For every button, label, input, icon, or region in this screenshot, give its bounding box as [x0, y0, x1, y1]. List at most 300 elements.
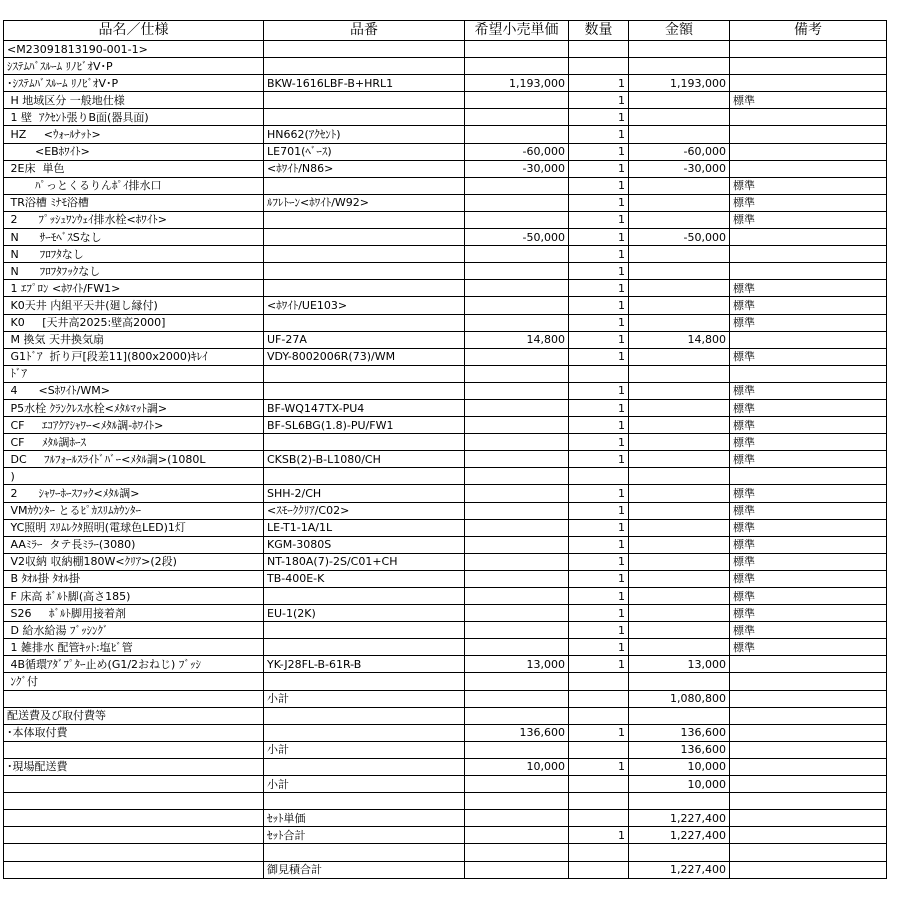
- cell-amount: [629, 297, 730, 314]
- cell-note: [730, 673, 887, 690]
- cell-price: -60,000: [465, 143, 569, 160]
- cell-amount: [629, 434, 730, 451]
- table-row: [4, 417, 887, 434]
- cell-name: [4, 844, 264, 861]
- cell-part: [264, 382, 465, 399]
- table-row: [4, 810, 887, 827]
- cell-price: [465, 382, 569, 399]
- cell-part: 小計: [264, 776, 465, 793]
- cell-price: [465, 92, 569, 109]
- cell-name: N ﾌﾛﾌﾀなし: [4, 246, 264, 263]
- cell-name: ﾊﾟっとくるりんﾎﾟｲ排水口: [4, 177, 264, 194]
- table-row: [4, 536, 887, 553]
- cell-name: DC ﾌﾙﾌｫｰﾙｽﾗｲﾄﾞﾊﾞｰ<ﾒﾀﾙ調>(1080L: [4, 451, 264, 468]
- cell-price: [465, 263, 569, 280]
- cell-amount: [629, 365, 730, 382]
- cell-qty: 1: [569, 297, 629, 314]
- cell-name: F 床高 ﾎﾞﾙﾄ脚(高さ185): [4, 588, 264, 605]
- cell-qty: [569, 673, 629, 690]
- cell-amount: 1,227,400: [629, 827, 730, 844]
- cell-note: [730, 810, 887, 827]
- table-row: [4, 194, 887, 211]
- cell-part: <ｽﾓｰｸｸﾘｱ/C02>: [264, 502, 465, 519]
- cell-price: [465, 605, 569, 622]
- cell-price: [465, 451, 569, 468]
- cell-part: UF-27A: [264, 331, 465, 348]
- cell-part: TB-400E-K: [264, 570, 465, 587]
- cell-name: <EBﾎﾜｲﾄ>: [4, 143, 264, 160]
- cell-note: 標準: [730, 92, 887, 109]
- cell-note: 標準: [730, 399, 887, 416]
- table-row: [4, 793, 887, 810]
- cell-name: VMｶｳﾝﾀｰ とるﾋﾟｶｽﾘﾑｶｳﾝﾀｰ: [4, 502, 264, 519]
- cell-name: K0 [天井高2025:壁高2000]: [4, 314, 264, 331]
- table-row: [4, 399, 887, 416]
- cell-amount: -60,000: [629, 143, 730, 160]
- table-row: [4, 741, 887, 758]
- cell-part: YK-J28FL-B-61R-B: [264, 656, 465, 673]
- cell-note: [730, 229, 887, 246]
- cell-qty: 1: [569, 553, 629, 570]
- cell-amount: [629, 519, 730, 536]
- cell-qty: 1: [569, 434, 629, 451]
- cell-part: [264, 58, 465, 75]
- cell-name: [4, 810, 264, 827]
- cell-price: [465, 126, 569, 143]
- cell-price: [465, 194, 569, 211]
- cell-qty: 1: [569, 758, 629, 775]
- cell-qty: 1: [569, 588, 629, 605]
- cell-part: [264, 793, 465, 810]
- cell-part: BF-WQ147TX-PU4: [264, 399, 465, 416]
- cell-note: [730, 331, 887, 348]
- cell-amount: [629, 468, 730, 485]
- table-row: [4, 758, 887, 775]
- cell-name: 配送費及び取付費等: [4, 707, 264, 724]
- cell-part: 小計: [264, 690, 465, 707]
- cell-amount: [629, 109, 730, 126]
- cell-price: [465, 280, 569, 297]
- cell-qty: [569, 861, 629, 878]
- cell-price: [465, 827, 569, 844]
- cell-amount: [629, 58, 730, 75]
- cell-amount: [629, 588, 730, 605]
- cell-amount: [629, 246, 730, 263]
- cell-amount: [629, 553, 730, 570]
- cell-note: [730, 143, 887, 160]
- cell-name: 2 ｼｬﾜｰﾎｰｽﾌｯｸ<ﾒﾀﾙ調>: [4, 485, 264, 502]
- cell-note: [730, 758, 887, 775]
- cell-name: M 換気 天井換気扇: [4, 331, 264, 348]
- cell-price: [465, 502, 569, 519]
- cell-part: [264, 468, 465, 485]
- cell-part: [264, 314, 465, 331]
- cell-qty: 1: [569, 280, 629, 297]
- table-row: [4, 229, 887, 246]
- cell-amount: [629, 793, 730, 810]
- cell-part: [264, 109, 465, 126]
- cell-part: SHH-2/CH: [264, 485, 465, 502]
- cell-note: 標準: [730, 451, 887, 468]
- cell-price: [465, 365, 569, 382]
- header-qty: 数量: [569, 21, 629, 41]
- cell-price: [465, 348, 569, 365]
- cell-name: ): [4, 468, 264, 485]
- cell-note: [730, 861, 887, 878]
- cell-price: [465, 861, 569, 878]
- table-row: [4, 690, 887, 707]
- cell-amount: [629, 451, 730, 468]
- cell-qty: 1: [569, 656, 629, 673]
- cell-part: HN662(ｱｸｾﾝﾄ): [264, 126, 465, 143]
- cell-name: G1ﾄﾞｱ 折り戸[段差11](800x2000)ｷﾚｲ: [4, 348, 264, 365]
- cell-note: [730, 827, 887, 844]
- cell-note: [730, 58, 887, 75]
- table-row: [4, 314, 887, 331]
- cell-price: [465, 588, 569, 605]
- cell-price: [465, 553, 569, 570]
- cell-name: B ﾀｵﾙ掛 ﾀｵﾙ掛: [4, 570, 264, 587]
- cell-note: 標準: [730, 280, 887, 297]
- cell-name: K0天井 内組平天井(廻し縁付): [4, 297, 264, 314]
- cell-note: [730, 741, 887, 758]
- cell-name: TR浴槽 ﾐﾅﾓ浴槽: [4, 194, 264, 211]
- cell-amount: [629, 399, 730, 416]
- cell-note: 標準: [730, 570, 887, 587]
- cell-qty: 1: [569, 263, 629, 280]
- cell-qty: 1: [569, 348, 629, 365]
- cell-name: [4, 690, 264, 707]
- cell-part: [264, 263, 465, 280]
- cell-part: [264, 229, 465, 246]
- cell-price: [465, 41, 569, 58]
- cell-price: [465, 211, 569, 228]
- cell-price: 13,000: [465, 656, 569, 673]
- table-row: [4, 246, 887, 263]
- cell-qty: 1: [569, 314, 629, 331]
- cell-qty: [569, 793, 629, 810]
- cell-qty: 1: [569, 502, 629, 519]
- cell-qty: 1: [569, 485, 629, 502]
- cell-name: 1 ｴﾌﾟﾛﾝ <ﾎﾜｲﾄ/FW1>: [4, 280, 264, 297]
- cell-amount: [629, 417, 730, 434]
- cell-part: [264, 588, 465, 605]
- cell-price: 14,800: [465, 331, 569, 348]
- cell-amount: [629, 92, 730, 109]
- cell-qty: 1: [569, 622, 629, 639]
- cell-part: ｾｯﾄ単価: [264, 810, 465, 827]
- cell-note: 標準: [730, 177, 887, 194]
- header-row: [4, 21, 887, 41]
- cell-part: [264, 246, 465, 263]
- cell-price: 1,193,000: [465, 75, 569, 92]
- cell-name: P5水栓 ｸﾗﾝｸﾚｽ水栓<ﾒﾀﾙﾏｯﾄ調>: [4, 399, 264, 416]
- cell-amount: [629, 844, 730, 861]
- cell-name: H 地域区分 一般地仕様: [4, 92, 264, 109]
- table-row: [4, 861, 887, 878]
- cell-amount: [629, 126, 730, 143]
- cell-qty: [569, 41, 629, 58]
- cell-name: ･現場配送費: [4, 758, 264, 775]
- table-row: [4, 211, 887, 228]
- cell-name: CF ﾒﾀﾙ調ﾎｰｽ: [4, 434, 264, 451]
- cell-qty: 1: [569, 331, 629, 348]
- cell-qty: 1: [569, 827, 629, 844]
- table-row: [4, 382, 887, 399]
- cell-qty: 1: [569, 126, 629, 143]
- cell-note: 標準: [730, 639, 887, 656]
- cell-amount: [629, 639, 730, 656]
- cell-part: [264, 639, 465, 656]
- header-price: 希望小売単価: [465, 21, 569, 41]
- cell-price: [465, 434, 569, 451]
- cell-qty: 1: [569, 536, 629, 553]
- cell-part: CKSB(2)-B-L1080/CH: [264, 451, 465, 468]
- cell-name: 1 雑排水 配管ｷｯﾄ:塩ﾋﾞ管: [4, 639, 264, 656]
- cell-amount: [629, 622, 730, 639]
- cell-qty: 1: [569, 143, 629, 160]
- cell-amount: [629, 211, 730, 228]
- cell-note: 標準: [730, 382, 887, 399]
- cell-name: CF ｴｺｱｸｱｼｬﾜｰ<ﾒﾀﾙ調-ﾎﾜｲﾄ>: [4, 417, 264, 434]
- cell-name: HZ <ｳｫｰﾙﾅｯﾄ>: [4, 126, 264, 143]
- cell-amount: [629, 177, 730, 194]
- cell-price: -30,000: [465, 160, 569, 177]
- cell-note: [730, 724, 887, 741]
- cell-price: [465, 844, 569, 861]
- cell-part: [264, 673, 465, 690]
- table-row: [4, 588, 887, 605]
- header-amount: 金額: [629, 21, 730, 41]
- estimate-table: [3, 20, 887, 879]
- cell-note: [730, 365, 887, 382]
- table-row: [4, 41, 887, 58]
- cell-qty: 1: [569, 194, 629, 211]
- table-row: [4, 263, 887, 280]
- cell-qty: 1: [569, 519, 629, 536]
- cell-name: YC照明 ｽﾘﾑﾚｸﾀ照明(電球色LED)1灯: [4, 519, 264, 536]
- cell-amount: [629, 605, 730, 622]
- cell-part: KGM-3080S: [264, 536, 465, 553]
- cell-price: [465, 810, 569, 827]
- cell-amount: -30,000: [629, 160, 730, 177]
- cell-part: [264, 844, 465, 861]
- cell-part: VDY-8002006R(73)/WM: [264, 348, 465, 365]
- cell-part: [264, 434, 465, 451]
- cell-qty: [569, 468, 629, 485]
- cell-amount: 1,227,400: [629, 810, 730, 827]
- cell-price: 136,600: [465, 724, 569, 741]
- table-row: [4, 827, 887, 844]
- table-row: [4, 92, 887, 109]
- cell-note: 標準: [730, 588, 887, 605]
- cell-amount: 136,600: [629, 724, 730, 741]
- cell-note: 標準: [730, 605, 887, 622]
- cell-amount: -50,000: [629, 229, 730, 246]
- table-row: [4, 58, 887, 75]
- table-row: [4, 707, 887, 724]
- cell-amount: [629, 348, 730, 365]
- cell-part: ｾｯﾄ合計: [264, 827, 465, 844]
- cell-qty: 1: [569, 417, 629, 434]
- cell-note: 標準: [730, 417, 887, 434]
- cell-note: [730, 126, 887, 143]
- cell-amount: [629, 707, 730, 724]
- cell-amount: 14,800: [629, 331, 730, 348]
- cell-part: [264, 707, 465, 724]
- table-row: [4, 570, 887, 587]
- cell-name: ﾄﾞｱ: [4, 365, 264, 382]
- cell-note: [730, 160, 887, 177]
- table-row: [4, 280, 887, 297]
- cell-note: 標準: [730, 348, 887, 365]
- cell-note: 標準: [730, 536, 887, 553]
- cell-amount: 13,000: [629, 656, 730, 673]
- cell-name: ﾝｸﾞ付: [4, 673, 264, 690]
- cell-amount: [629, 485, 730, 502]
- table-row: [4, 160, 887, 177]
- cell-part: <ﾎﾜｲﾄ/N86>: [264, 160, 465, 177]
- cell-note: 標準: [730, 194, 887, 211]
- cell-amount: [629, 194, 730, 211]
- table-row: [4, 553, 887, 570]
- cell-note: [730, 707, 887, 724]
- cell-price: [465, 690, 569, 707]
- cell-amount: [629, 280, 730, 297]
- cell-note: [730, 109, 887, 126]
- cell-amount: 136,600: [629, 741, 730, 758]
- cell-qty: 1: [569, 399, 629, 416]
- cell-part: [264, 365, 465, 382]
- cell-note: 標準: [730, 485, 887, 502]
- table-row: [4, 365, 887, 382]
- cell-amount: [629, 314, 730, 331]
- cell-qty: 1: [569, 605, 629, 622]
- cell-part: LE-T1-1A/1L: [264, 519, 465, 536]
- cell-note: 標準: [730, 502, 887, 519]
- cell-note: 標準: [730, 314, 887, 331]
- cell-part: [264, 211, 465, 228]
- cell-part: EU-1(2K): [264, 605, 465, 622]
- cell-part: [264, 177, 465, 194]
- cell-part: <ﾎﾜｲﾄ/UE103>: [264, 297, 465, 314]
- cell-amount: [629, 570, 730, 587]
- header-name: 品名／仕様: [4, 21, 264, 41]
- cell-price: 10,000: [465, 758, 569, 775]
- cell-name: AAﾐﾗｰ タテ長ﾐﾗｰ(3080): [4, 536, 264, 553]
- cell-note: [730, 75, 887, 92]
- table-row: [4, 673, 887, 690]
- cell-qty: 1: [569, 451, 629, 468]
- cell-price: [465, 519, 569, 536]
- cell-price: -50,000: [465, 229, 569, 246]
- cell-name: ･ｼｽﾃﾑﾊﾞｽﾙｰﾑ ﾘﾉﾋﾞｵV･P: [4, 75, 264, 92]
- table-row: [4, 724, 887, 741]
- cell-name: [4, 741, 264, 758]
- cell-name: 4 <Sﾎﾜｲﾄ/WM>: [4, 382, 264, 399]
- cell-name: S26 ﾎﾞﾙﾄ脚用接着剤: [4, 605, 264, 622]
- table-row: [4, 297, 887, 314]
- table-row: [4, 177, 887, 194]
- cell-qty: 1: [569, 382, 629, 399]
- cell-note: [730, 468, 887, 485]
- cell-name: 2E床 単色: [4, 160, 264, 177]
- cell-amount: 1,227,400: [629, 861, 730, 878]
- cell-price: [465, 468, 569, 485]
- cell-price: [465, 109, 569, 126]
- cell-price: [465, 570, 569, 587]
- cell-amount: 10,000: [629, 758, 730, 775]
- cell-qty: 1: [569, 211, 629, 228]
- cell-qty: [569, 58, 629, 75]
- cell-price: [465, 58, 569, 75]
- cell-price: [465, 314, 569, 331]
- table-row: [4, 348, 887, 365]
- cell-name: <M23091813190-001-1>: [4, 41, 264, 58]
- table-row: [4, 776, 887, 793]
- cell-amount: [629, 502, 730, 519]
- cell-note: 標準: [730, 519, 887, 536]
- table-body: [4, 41, 887, 879]
- table-row: [4, 434, 887, 451]
- table-row: [4, 844, 887, 861]
- cell-note: [730, 656, 887, 673]
- cell-price: [465, 622, 569, 639]
- cell-part: BKW-1616LBF-B+HRL1: [264, 75, 465, 92]
- cell-qty: 1: [569, 570, 629, 587]
- cell-qty: 1: [569, 92, 629, 109]
- cell-part: [264, 724, 465, 741]
- cell-note: [730, 41, 887, 58]
- cell-note: 標準: [730, 622, 887, 639]
- cell-name: N ﾌﾛﾌﾀﾌｯｸなし: [4, 263, 264, 280]
- cell-amount: [629, 673, 730, 690]
- cell-qty: [569, 776, 629, 793]
- cell-note: [730, 844, 887, 861]
- cell-name: V2収納 収納棚180W<ｸﾘｱ>(2段): [4, 553, 264, 570]
- cell-price: [465, 246, 569, 263]
- cell-note: [730, 776, 887, 793]
- table-row: [4, 605, 887, 622]
- cell-note: 標準: [730, 434, 887, 451]
- cell-amount: [629, 263, 730, 280]
- cell-amount: [629, 41, 730, 58]
- cell-note: 標準: [730, 553, 887, 570]
- table-row: [4, 519, 887, 536]
- cell-name: [4, 776, 264, 793]
- table-row: [4, 143, 887, 160]
- cell-price: [465, 793, 569, 810]
- cell-price: [465, 417, 569, 434]
- cell-name: D 給水給湯 ﾌﾞｯｼﾝｸﾞ: [4, 622, 264, 639]
- cell-part: [264, 280, 465, 297]
- cell-qty: 1: [569, 75, 629, 92]
- cell-qty: [569, 707, 629, 724]
- cell-price: [465, 673, 569, 690]
- cell-qty: [569, 844, 629, 861]
- cell-part: LE701(ﾍﾞｰｽ): [264, 143, 465, 160]
- cell-name: 4B循環ｱﾀﾞﾌﾟﾀｰ止め(G1/2おねじ) ﾌﾞｯｼ: [4, 656, 264, 673]
- cell-name: 2 ﾌﾟｯｼｭﾜﾝｳｪｲ排水栓<ﾎﾜｲﾄ>: [4, 211, 264, 228]
- cell-price: [465, 776, 569, 793]
- table-row: [4, 126, 887, 143]
- cell-part: 御見積合計: [264, 861, 465, 878]
- cell-qty: 1: [569, 724, 629, 741]
- cell-note: 標準: [730, 297, 887, 314]
- cell-price: [465, 399, 569, 416]
- header-note: 備考: [730, 21, 887, 41]
- cell-qty: [569, 690, 629, 707]
